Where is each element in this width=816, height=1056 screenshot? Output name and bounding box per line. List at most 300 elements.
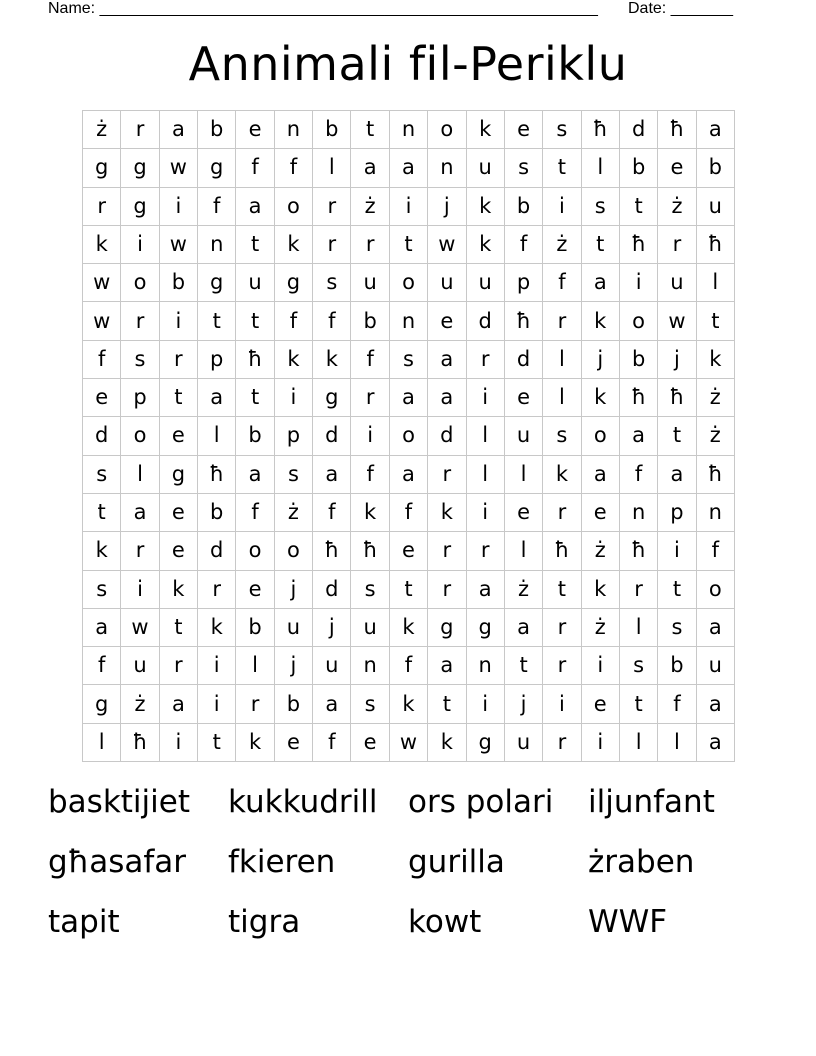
grid-cell: k (582, 379, 620, 417)
grid-cell: e (236, 111, 274, 149)
grid-cell: u (313, 647, 351, 685)
grid-cell: t (582, 226, 620, 264)
word-list-item: kukkudrill (228, 784, 378, 820)
grid-cell: o (390, 417, 428, 455)
grid-cell: t (198, 302, 236, 340)
grid-cell: ħ (543, 532, 581, 570)
word-list-item: iljunfant (588, 784, 715, 820)
grid-cell: k (428, 494, 466, 532)
grid-cell: g (198, 264, 236, 302)
grid-cell: a (236, 456, 274, 494)
grid-cell: ż (697, 379, 735, 417)
grid-cell: f (390, 494, 428, 532)
grid-cell: ħ (121, 724, 159, 762)
grid-cell: i (620, 264, 658, 302)
grid-cell: r (236, 685, 274, 723)
grid-cell: t (160, 379, 198, 417)
grid-cell: g (160, 456, 198, 494)
grid-cell: r (160, 341, 198, 379)
grid-cell: u (697, 647, 735, 685)
grid-cell: l (467, 456, 505, 494)
grid-cell: r (121, 302, 159, 340)
grid-cell: k (697, 341, 735, 379)
grid-cell: e (582, 685, 620, 723)
word-list-item: għasafar (48, 844, 187, 880)
grid-cell: b (160, 264, 198, 302)
grid-cell: g (313, 379, 351, 417)
name-field: Name: ________________________________________________________ (48, 0, 598, 17)
grid-cell: o (390, 264, 428, 302)
grid-cell: s (351, 571, 389, 609)
grid-cell: g (275, 264, 313, 302)
grid-cell: s (83, 571, 121, 609)
grid-cell: e (83, 379, 121, 417)
grid-cell: r (121, 111, 159, 149)
grid-cell: l (620, 724, 658, 762)
grid-cell: w (390, 724, 428, 762)
grid-cell: i (198, 685, 236, 723)
grid-cell: i (543, 685, 581, 723)
grid-cell: a (390, 379, 428, 417)
grid-cell: ż (83, 111, 121, 149)
grid-cell: k (390, 609, 428, 647)
grid-cell: a (160, 111, 198, 149)
grid-cell: b (275, 685, 313, 723)
grid-cell: f (620, 456, 658, 494)
grid-cell: o (121, 264, 159, 302)
grid-cell: u (351, 609, 389, 647)
grid-cell: a (351, 149, 389, 187)
grid-cell: i (658, 532, 696, 570)
grid-cell: d (467, 302, 505, 340)
grid-cell: e (428, 302, 466, 340)
grid-cell: f (83, 341, 121, 379)
grid-cell: o (697, 571, 735, 609)
grid-cell: e (582, 494, 620, 532)
grid-cell: j (275, 647, 313, 685)
grid-cell: g (428, 609, 466, 647)
grid-cell: s (351, 685, 389, 723)
grid-cell: f (505, 226, 543, 264)
grid-cell: t (390, 571, 428, 609)
grid-cell: a (697, 685, 735, 723)
grid-cell: s (505, 149, 543, 187)
grid-cell: f (275, 149, 313, 187)
grid-cell: g (121, 188, 159, 226)
word-list-item: fkieren (228, 844, 336, 880)
grid-cell: w (83, 302, 121, 340)
grid-cell: w (428, 226, 466, 264)
grid-cell: s (313, 264, 351, 302)
grid-cell: t (543, 149, 581, 187)
grid-cell: f (313, 724, 351, 762)
grid-cell: k (83, 532, 121, 570)
grid-cell: l (543, 341, 581, 379)
word-list-item: WWF (588, 904, 668, 940)
grid-cell: a (697, 111, 735, 149)
grid-cell: i (351, 417, 389, 455)
grid-cell: ż (543, 226, 581, 264)
grid-cell: f (83, 647, 121, 685)
grid-cell: a (428, 341, 466, 379)
grid-cell: l (198, 417, 236, 455)
grid-cell: d (428, 417, 466, 455)
grid-cell: ħ (505, 302, 543, 340)
grid-cell: ż (582, 532, 620, 570)
grid-cell: a (160, 685, 198, 723)
grid-cell: g (467, 724, 505, 762)
word-list-item: ors polari (408, 784, 554, 820)
grid-cell: r (351, 226, 389, 264)
grid-cell: t (543, 571, 581, 609)
grid-cell: j (658, 341, 696, 379)
grid-cell: s (543, 417, 581, 455)
grid-cell: a (620, 417, 658, 455)
grid-cell: r (83, 188, 121, 226)
grid-cell: t (236, 302, 274, 340)
grid-cell: k (275, 226, 313, 264)
grid-cell: l (313, 149, 351, 187)
grid-cell: e (160, 417, 198, 455)
grid-cell: b (351, 302, 389, 340)
grid-cell: a (313, 456, 351, 494)
grid-cell: r (467, 341, 505, 379)
grid-cell: u (428, 264, 466, 302)
grid-cell: a (428, 379, 466, 417)
grid-cell: u (658, 264, 696, 302)
grid-cell: r (428, 571, 466, 609)
grid-cell: e (160, 494, 198, 532)
grid-cell: g (121, 149, 159, 187)
grid-cell: f (697, 532, 735, 570)
grid-cell: i (160, 188, 198, 226)
grid-cell: f (275, 302, 313, 340)
grid-cell: u (275, 609, 313, 647)
grid-cell: t (658, 417, 696, 455)
grid-cell: ż (697, 417, 735, 455)
grid-cell: t (236, 379, 274, 417)
grid-cell: d (313, 417, 351, 455)
word-list-item: basktijiet (48, 784, 190, 820)
grid-cell: a (390, 456, 428, 494)
grid-cell: k (428, 724, 466, 762)
grid-cell: t (505, 647, 543, 685)
grid-cell: l (236, 647, 274, 685)
grid-cell: o (121, 417, 159, 455)
grid-cell: ż (505, 571, 543, 609)
grid-cell: k (236, 724, 274, 762)
grid-cell: b (236, 417, 274, 455)
grid-cell: k (160, 571, 198, 609)
grid-cell: i (582, 647, 620, 685)
grid-cell: f (313, 494, 351, 532)
grid-cell: a (697, 609, 735, 647)
grid-cell: j (428, 188, 466, 226)
grid-cell: ħ (351, 532, 389, 570)
grid-cell: s (390, 341, 428, 379)
grid-cell: r (543, 647, 581, 685)
grid-cell: t (428, 685, 466, 723)
grid-cell: g (83, 685, 121, 723)
grid-cell: e (275, 724, 313, 762)
grid-cell: o (275, 188, 313, 226)
grid-cell: f (313, 302, 351, 340)
grid-cell: e (505, 111, 543, 149)
grid-cell: k (582, 302, 620, 340)
grid-cell: b (505, 188, 543, 226)
grid-cell: ħ (620, 226, 658, 264)
grid-cell: n (620, 494, 658, 532)
grid-cell: f (543, 264, 581, 302)
grid-cell: ħ (236, 341, 274, 379)
grid-cell: ħ (582, 111, 620, 149)
grid-cell: a (582, 264, 620, 302)
grid-cell: t (83, 494, 121, 532)
grid-cell: f (351, 341, 389, 379)
grid-cell: f (658, 685, 696, 723)
grid-cell: k (582, 571, 620, 609)
grid-cell: u (467, 149, 505, 187)
grid-cell: k (467, 188, 505, 226)
grid-cell: j (505, 685, 543, 723)
grid-cell: a (236, 188, 274, 226)
grid-cell: i (198, 647, 236, 685)
grid-cell: r (428, 532, 466, 570)
grid-cell: w (121, 609, 159, 647)
grid-cell: u (351, 264, 389, 302)
grid-cell: e (236, 571, 274, 609)
grid-cell: f (390, 647, 428, 685)
grid-cell: o (236, 532, 274, 570)
word-list (48, 778, 768, 958)
grid-cell: r (160, 647, 198, 685)
grid-cell: r (543, 494, 581, 532)
grid-cell: ħ (697, 456, 735, 494)
grid-cell: r (351, 379, 389, 417)
grid-cell: w (160, 226, 198, 264)
grid-cell: a (697, 724, 735, 762)
grid-cell: p (505, 264, 543, 302)
grid-cell: u (505, 724, 543, 762)
grid-cell: b (697, 149, 735, 187)
grid-cell: r (313, 226, 351, 264)
grid-cell: t (236, 226, 274, 264)
grid-cell: n (697, 494, 735, 532)
grid-cell: b (198, 111, 236, 149)
grid-cell: f (236, 494, 274, 532)
grid-cell: i (275, 379, 313, 417)
grid-cell: t (198, 724, 236, 762)
grid-cell: g (198, 149, 236, 187)
grid-cell: ħ (658, 111, 696, 149)
grid-cell: i (543, 188, 581, 226)
grid-cell: a (428, 647, 466, 685)
grid-cell: w (83, 264, 121, 302)
grid-cell: d (198, 532, 236, 570)
grid-cell: i (160, 724, 198, 762)
grid-cell: e (351, 724, 389, 762)
grid-cell: s (543, 111, 581, 149)
page-title: Annimali fil-Periklu (188, 37, 628, 91)
grid-cell: r (543, 302, 581, 340)
grid-cell: n (198, 226, 236, 264)
grid-cell: a (313, 685, 351, 723)
grid-cell: r (620, 571, 658, 609)
grid-cell: l (543, 379, 581, 417)
grid-cell: d (620, 111, 658, 149)
word-list-item: żraben (588, 844, 695, 880)
grid-cell: ħ (620, 532, 658, 570)
grid-cell: a (390, 149, 428, 187)
grid-cell: s (83, 456, 121, 494)
grid-cell: i (467, 379, 505, 417)
grid-cell: ż (121, 685, 159, 723)
grid-cell: r (428, 456, 466, 494)
grid-cell: k (198, 609, 236, 647)
grid-cell: a (467, 571, 505, 609)
grid-cell: ħ (620, 379, 658, 417)
grid-cell: f (236, 149, 274, 187)
grid-cell: t (697, 302, 735, 340)
grid-cell: s (121, 341, 159, 379)
grid-cell: j (275, 571, 313, 609)
grid-cell: g (83, 149, 121, 187)
grid-cell: ż (275, 494, 313, 532)
grid-cell: ħ (198, 456, 236, 494)
grid-cell: k (351, 494, 389, 532)
grid-cell: l (505, 532, 543, 570)
grid-cell: k (467, 226, 505, 264)
grid-cell: k (313, 341, 351, 379)
grid-cell: ħ (697, 226, 735, 264)
grid-cell: d (313, 571, 351, 609)
grid-cell: l (658, 724, 696, 762)
grid-cell: a (121, 494, 159, 532)
grid-cell: s (275, 456, 313, 494)
grid-cell: u (697, 188, 735, 226)
grid-cell: o (428, 111, 466, 149)
grid-cell: t (160, 609, 198, 647)
grid-cell: k (275, 341, 313, 379)
grid-cell: n (467, 647, 505, 685)
grid-cell: p (198, 341, 236, 379)
grid-cell: ħ (313, 532, 351, 570)
grid-cell: e (658, 149, 696, 187)
grid-cell: r (658, 226, 696, 264)
grid-cell: r (198, 571, 236, 609)
grid-cell: t (390, 226, 428, 264)
grid-cell: d (83, 417, 121, 455)
grid-cell: b (620, 341, 658, 379)
grid-cell: r (313, 188, 351, 226)
grid-cell: i (467, 494, 505, 532)
grid-cell: j (313, 609, 351, 647)
grid-cell: l (505, 456, 543, 494)
grid-cell: b (658, 647, 696, 685)
grid-cell: u (236, 264, 274, 302)
grid-cell: e (390, 532, 428, 570)
grid-cell: ż (658, 188, 696, 226)
grid-cell: u (467, 264, 505, 302)
grid-cell: i (121, 571, 159, 609)
grid-cell: u (121, 647, 159, 685)
word-list-item: tapit (48, 904, 120, 940)
grid-cell: l (620, 609, 658, 647)
grid-cell: l (121, 456, 159, 494)
grid-cell: f (351, 456, 389, 494)
date-field: Date: _______ (628, 0, 733, 17)
word-list-item: gurilla (408, 844, 505, 880)
grid-cell: s (620, 647, 658, 685)
grid-cell: n (390, 302, 428, 340)
grid-cell: k (390, 685, 428, 723)
grid-cell: r (467, 532, 505, 570)
grid-cell: a (505, 609, 543, 647)
grid-cell: n (351, 647, 389, 685)
grid-cell: n (428, 149, 466, 187)
grid-cell: g (467, 609, 505, 647)
grid-cell: e (505, 494, 543, 532)
grid-cell: ħ (658, 379, 696, 417)
grid-cell: t (620, 188, 658, 226)
grid-cell: l (83, 724, 121, 762)
grid-cell: b (236, 609, 274, 647)
grid-cell: p (658, 494, 696, 532)
grid-cell: b (198, 494, 236, 532)
grid-cell: ż (351, 188, 389, 226)
grid-cell: s (658, 609, 696, 647)
grid-cell: k (543, 456, 581, 494)
grid-cell: r (543, 609, 581, 647)
grid-cell: n (275, 111, 313, 149)
grid-cell: ż (582, 609, 620, 647)
grid-cell: r (121, 532, 159, 570)
grid-cell: t (658, 571, 696, 609)
grid-cell: l (582, 149, 620, 187)
grid-cell: w (160, 149, 198, 187)
grid-cell: o (620, 302, 658, 340)
word-list-item: tigra (228, 904, 301, 940)
grid-cell: l (697, 264, 735, 302)
grid-cell: o (582, 417, 620, 455)
grid-cell: e (505, 379, 543, 417)
grid-cell: s (582, 188, 620, 226)
word-search-grid (82, 110, 735, 762)
grid-cell: r (543, 724, 581, 762)
grid-cell: a (198, 379, 236, 417)
grid-cell: p (275, 417, 313, 455)
grid-cell: w (658, 302, 696, 340)
grid-cell: i (467, 685, 505, 723)
grid-cell: k (83, 226, 121, 264)
grid-cell: p (121, 379, 159, 417)
grid-cell: o (275, 532, 313, 570)
grid-cell: k (467, 111, 505, 149)
grid-cell: e (160, 532, 198, 570)
grid-cell: d (505, 341, 543, 379)
grid-cell: a (582, 456, 620, 494)
grid-cell: i (582, 724, 620, 762)
grid-cell: b (620, 149, 658, 187)
grid-cell: b (313, 111, 351, 149)
grid-cell: a (658, 456, 696, 494)
grid-cell: i (390, 188, 428, 226)
grid-cell: j (582, 341, 620, 379)
grid-cell: n (390, 111, 428, 149)
grid-cell: t (351, 111, 389, 149)
grid-cell: i (121, 226, 159, 264)
grid-cell: i (160, 302, 198, 340)
